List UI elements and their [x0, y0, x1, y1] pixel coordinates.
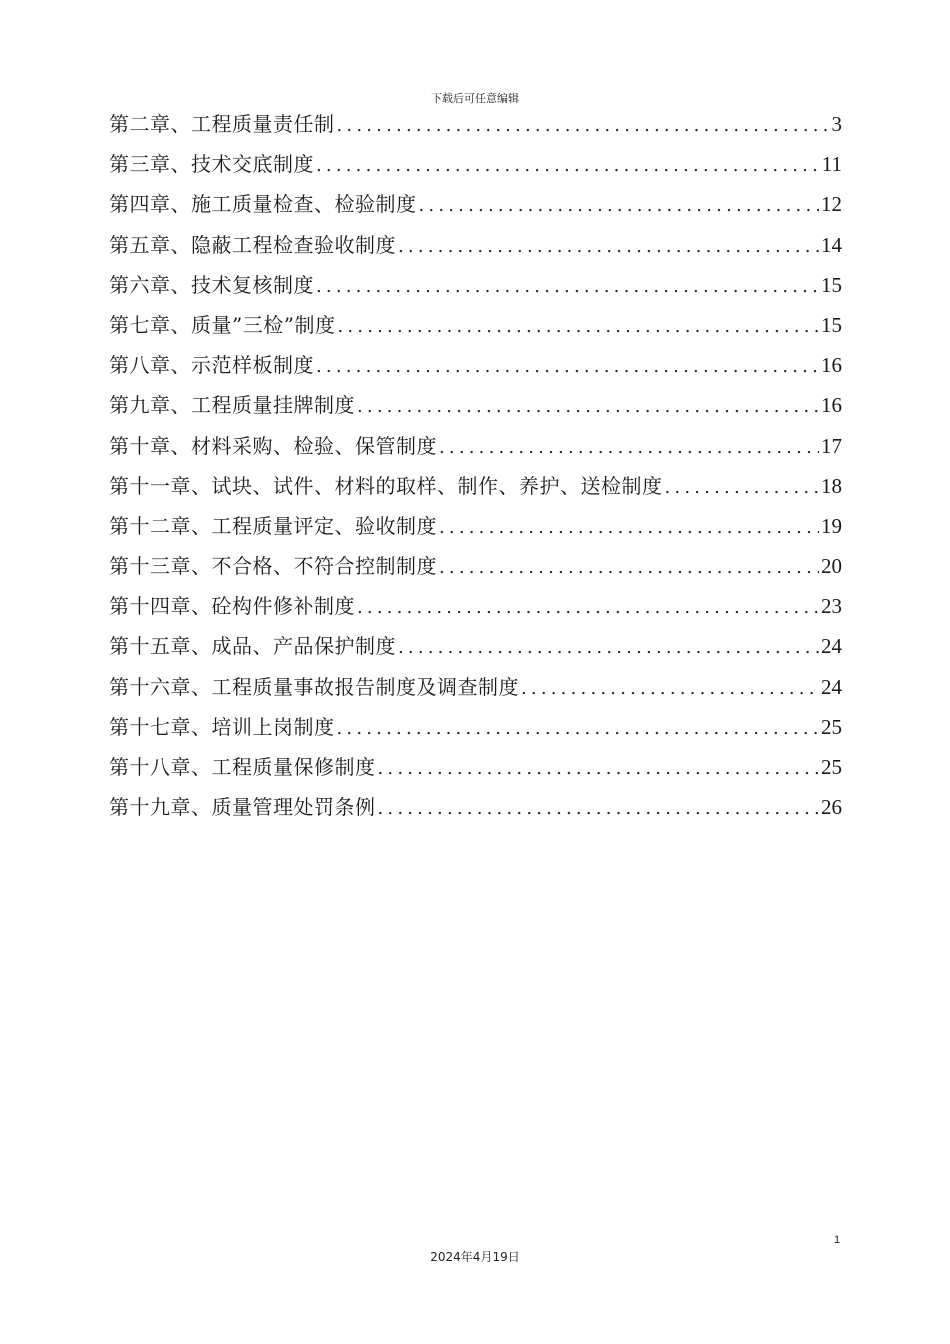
toc-dot-leader — [337, 309, 819, 345]
toc-entry-title: 第八章、示范样板制度 — [109, 353, 314, 378]
toc-dot-leader — [665, 470, 820, 506]
toc-entry-title: 第二章、工程质量责任制 — [109, 112, 335, 136]
toc-dot-leader — [378, 751, 820, 787]
page-footer-date: 2024年4月19日 — [430, 1250, 520, 1264]
toc-entry-title: 第十五章、成品、产品保护制度 — [109, 634, 396, 659]
toc-entry-title: 第十九章、质量管理处罚条例 — [109, 795, 376, 820]
toc-entry-title: 第三章、技术交底制度 — [109, 152, 314, 177]
toc-entry[interactable] — [109, 749, 842, 789]
toc-entry-title: 第五章、隐蔽工程检查验收制度 — [109, 232, 396, 257]
toc-entry[interactable] — [109, 548, 842, 588]
toc-dot-leader — [316, 349, 819, 385]
toc-entry[interactable] — [109, 347, 842, 387]
toc-entry[interactable] — [109, 709, 842, 749]
toc-entry-title: 第十一章、试块、试件、材料的取样、制作、养护、送检制度 — [109, 473, 663, 498]
toc-entry-title: 第九章、工程质量挂牌制度 — [109, 393, 355, 418]
page-header: 下载后可任意编辑 — [431, 92, 519, 105]
toc-entry[interactable] — [109, 428, 842, 468]
toc-entry[interactable] — [109, 508, 842, 548]
toc-entry-title: 第十章、材料采购、检验、保管制度 — [109, 433, 437, 458]
toc-dot-leader — [398, 229, 819, 265]
page-number: 1 — [834, 1234, 841, 1246]
toc-entry-page: 24 — [821, 674, 842, 699]
toc-entry-page: 16 — [821, 353, 842, 378]
toc-entry-page: 16 — [821, 393, 842, 418]
toc-entry-page: 23 — [821, 594, 842, 619]
toc-dot-leader — [316, 148, 820, 184]
toc-entry[interactable] — [109, 227, 842, 267]
toc-entry[interactable] — [109, 186, 842, 226]
toc-entry-title: 第七章、质量”三检”制度 — [109, 312, 336, 337]
toc-dot-leader — [439, 510, 819, 546]
toc-entry[interactable] — [109, 106, 842, 146]
toc-entry-page: 18 — [821, 473, 842, 498]
toc-entry-page: 20 — [821, 554, 842, 579]
toc-entry-title: 第十二章、工程质量评定、验收制度 — [109, 513, 437, 538]
toc-dot-leader — [521, 671, 819, 707]
toc-entry-page: 12 — [821, 192, 842, 217]
toc-entry-title: 第十八章、工程质量保修制度 — [109, 755, 376, 779]
toc-entry-title: 第十六章、工程质量事故报告制度及调查制度 — [109, 674, 519, 699]
toc-entry-title: 第十三章、不合格、不符合控制制度 — [109, 554, 437, 579]
toc-entry[interactable] — [109, 588, 842, 628]
toc-entry[interactable] — [109, 628, 842, 668]
toc-dot-leader — [439, 430, 819, 466]
toc-entry-page: 3 — [831, 112, 842, 136]
toc-dot-leader — [337, 711, 820, 747]
toc-entry-page: 25 — [821, 714, 842, 739]
toc-dot-leader — [357, 389, 819, 425]
toc-dot-leader — [378, 791, 820, 827]
toc-entry[interactable] — [109, 146, 842, 186]
toc-entry-title: 第六章、技术复核制度 — [109, 272, 314, 297]
toc-entry[interactable] — [109, 267, 842, 307]
toc-entry-page: 17 — [821, 433, 842, 458]
toc-entry-title: 第十七章、培训上岗制度 — [109, 714, 335, 739]
toc-dot-leader — [419, 188, 820, 224]
toc-entry[interactable] — [109, 307, 842, 347]
toc-entry-page: 26 — [821, 795, 842, 820]
toc-entry-page: 25 — [821, 755, 842, 779]
toc-entry-page: 11 — [821, 152, 842, 177]
toc-dot-leader — [357, 590, 819, 626]
toc-entry[interactable] — [109, 468, 842, 508]
toc-entry[interactable] — [109, 789, 842, 829]
toc-entry[interactable] — [109, 669, 842, 709]
toc-entry-page: 19 — [821, 513, 842, 538]
toc-dot-leader — [337, 108, 830, 144]
toc-entry-page: 15 — [821, 312, 842, 337]
toc-entry-page: 14 — [821, 232, 842, 257]
toc-entry-title: 第十四章、砼构件修补制度 — [109, 594, 355, 619]
toc-dot-leader — [439, 550, 819, 586]
toc-dot-leader — [398, 630, 819, 666]
table-of-contents — [109, 106, 842, 829]
toc-entry-page: 15 — [821, 272, 842, 297]
toc-entry-title: 第四章、施工质量检查、检验制度 — [109, 192, 417, 217]
toc-entry-page: 24 — [821, 634, 842, 659]
toc-dot-leader — [316, 269, 819, 305]
toc-entry[interactable] — [109, 387, 842, 427]
